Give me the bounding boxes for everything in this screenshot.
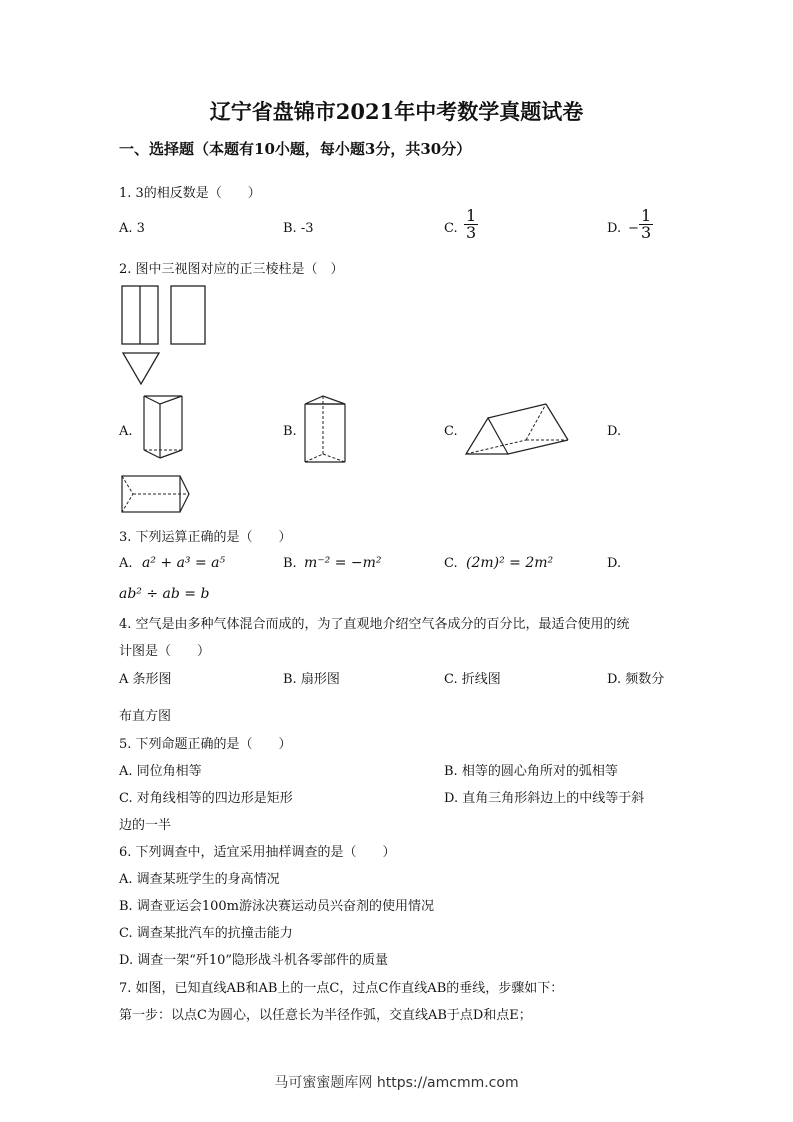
q5-option-d-continued: 边的一半 (119, 818, 172, 833)
q1-option-d-fraction (639, 208, 653, 241)
q4-option-c: C. 折线图 (444, 672, 501, 687)
q4-stem-line2: 计图是（ ） (119, 644, 211, 659)
q1-c-denominator: 3 (466, 223, 477, 242)
q3-stem: 3. 下列运算正确的是（ ） (119, 530, 292, 545)
q1-option-c-label: C. (444, 221, 458, 236)
q6-option-c: C. 调查某批汽车的抗撞击能力 (119, 926, 293, 941)
q5-option-d: D. 直角三角形斜边上的中线等于斜 (444, 791, 645, 806)
q6-option-a: A. 调查某班学生的身高情况 (119, 872, 280, 887)
q2-option-a: A. (119, 424, 133, 439)
q4-stem-line1: 4. 空气是由多种气体混合而成的，为了直观地介绍空气各成分的百分比，最适合使用的统 (119, 617, 630, 632)
q1-option-c-fraction (464, 208, 478, 241)
q5-stem: 5. 下列命题正确的是（ ） (119, 737, 292, 752)
section-heading: 一、选择题（本题有10小题，每小题3分，共30分） (119, 140, 472, 158)
q1-option-d-label: D. (607, 221, 622, 236)
q3-option-d-expr: ab² ÷ ab = b (119, 586, 210, 602)
q5-option-c: C. 对角线相等的四边形是矩形 (119, 791, 293, 806)
q2-stem: 2. 图中三视图对应的正三棱柱是（ ） (119, 262, 344, 277)
q4-option-d: D. 频数分 (607, 672, 665, 687)
q4-option-d-continued: 布直方图 (119, 709, 172, 724)
q3-option-b-label: B. (283, 556, 297, 571)
q6-option-b: B. 调查亚运会100m游泳决赛运动员兴奋剂的使用情况 (119, 899, 434, 914)
q4-option-b: B. 扇形图 (283, 672, 340, 687)
q3-option-b-expr: m⁻² = −m² (304, 555, 382, 571)
q3-option-a-expr: a² + a³ = a⁵ (142, 555, 226, 571)
q4-option-a: A 条形图 (119, 672, 172, 687)
q3-option-c-label: C. (444, 556, 458, 571)
three-view-figure (119, 283, 209, 388)
q2-option-c: C. (444, 424, 458, 439)
q2-prism-b (302, 392, 352, 467)
q2-option-b: B. (283, 424, 297, 439)
q2-prism-d (119, 472, 194, 517)
q1-option-d-sign: − (628, 221, 639, 236)
q6-option-d: D. 调查一架“歼10”隐形战斗机各零部件的质量 (119, 953, 389, 968)
q1-stem: 1. 3的相反数是（ ） (119, 186, 261, 201)
q5-option-b: B. 相等的圆心角所对的弧相等 (444, 764, 618, 779)
page-title: 辽宁省盘锦市2021年中考数学真题试卷 (209, 99, 584, 124)
q6-stem: 6. 下列调查中，适宜采用抽样调查的是（ ） (119, 845, 396, 860)
q3-option-d-label: D. (607, 556, 622, 571)
footer-watermark[interactable]: 马可蜜蜜题库网 https://amcmm.com (274, 1075, 519, 1091)
q7-step1: 第一步：以点C为圆心，以任意长为半径作弧，交直线AB于点D和点E； (119, 1008, 532, 1023)
q1-d-denominator: 3 (641, 223, 652, 242)
q2-option-d: D. (607, 424, 622, 439)
q1-option-a: A. 3 (119, 221, 145, 236)
q3-option-c-expr: (2m)² = 2m² (466, 555, 554, 571)
q1-c-numerator: 1 (466, 206, 477, 225)
q1-d-numerator: 1 (641, 206, 652, 225)
q1-option-b: B. -3 (283, 221, 314, 236)
q2-prism-c (462, 400, 587, 462)
q5-option-a: A. 同位角相等 (119, 764, 202, 779)
q7-stem: 7. 如图，已知直线AB和AB上的一点C，过点C作直线AB的垂线，步骤如下： (119, 981, 564, 996)
q2-prism-a (140, 392, 190, 467)
q3-option-a-label: A. (119, 556, 133, 571)
